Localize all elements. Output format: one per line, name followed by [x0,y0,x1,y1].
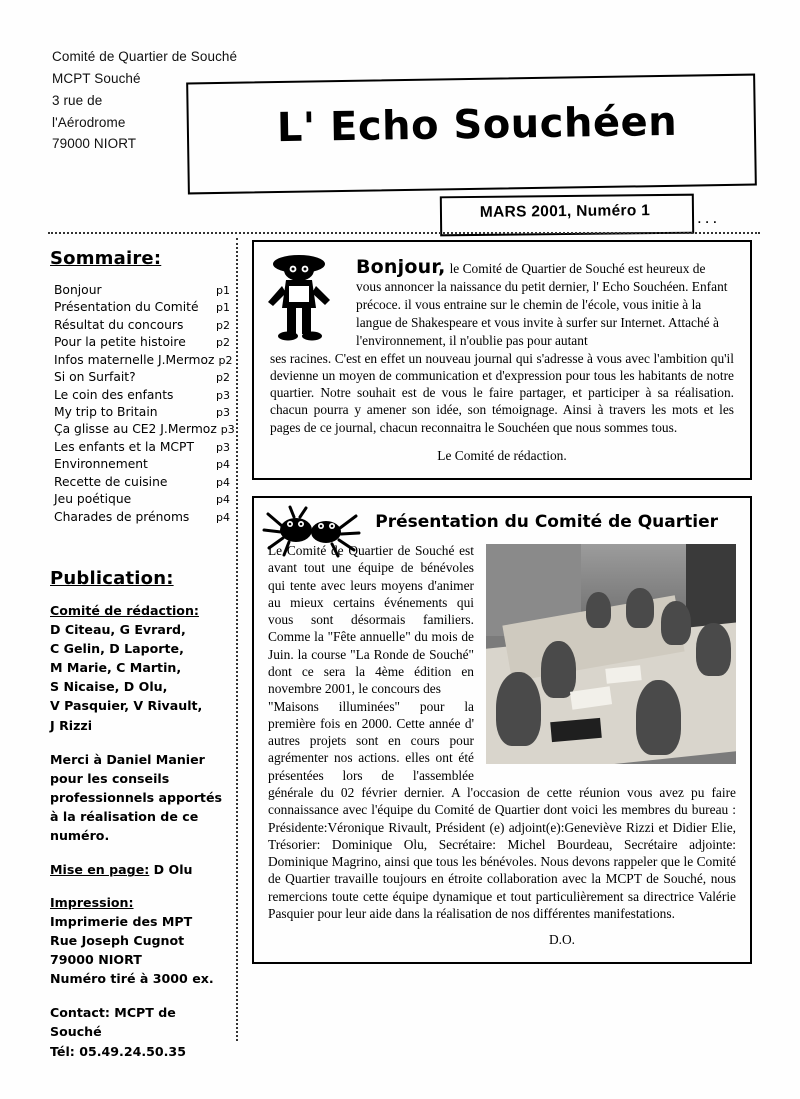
thanks-note: Merci à Daniel Manier pour les conseils professionnels apportés à la réalisation de ce numéro. [50,751,222,844]
issue-label: MARS 2001, Numéro 1 [479,202,651,221]
toc-label: Les enfants et la MCPT [54,439,194,454]
article-body-full: "Maisons illuminées" pour la première fois en 2000. Cette année d' autres projets sont en cours pour agrémenter nos actions. elles ont été présentées lors de l'assemblée générale du 02 février dernier. A l'occasion de cette réunion vous avez pu faire connaissance avec l'équipe du Comité de Quartier dont voici les membres du bureau : Présidente:Véronique Rivault, Président (e) adjoint(e):Geneviève Rizzi et Didier Elie, Trésorier: Dominique Olu, Secrétaire: Michel Bourdeau, Secrétaire adjointe: Dominique Magrino, ainsi que tous les bénévoles. Nous devons rappeler que le Comité de Quartier travaille toujours en étroite collaboration avec la MCPT de Souché, nous remercions toute cette équipe dynamique et tout particulièrement sa directrice Valérie Pasquier pour leur aide dans la réalisation de nos différentes manifestations. [268,698,736,921]
list-item[interactable] [50,368,230,385]
list-item[interactable] [50,491,230,508]
toc-label: Recette de cuisine [54,474,168,489]
layout-value: D Olu [149,862,193,878]
contact-line: Contact: MCPT de Souché [50,1005,176,1040]
toc-label: Ça glisse au CE2 J.Mermoz [54,422,217,437]
printing-line: 79000 NIORT [50,952,142,968]
toc-label: Bonjour [54,282,102,297]
layout-credit [50,860,230,879]
toc-page: p2 [216,336,230,350]
sidebar [50,248,235,1076]
toc-label: Si on Surfait? [54,370,136,385]
publication-heading: Publication: [50,567,174,589]
editorial-member-line: M Marie, C Martin, [50,660,182,676]
list-item[interactable] [50,333,230,350]
toc-page: p1 [216,283,230,297]
greeting-heading: Bonjour, [356,256,446,278]
toc-page: p3 [216,388,230,402]
toc-label: Infos maternelle J.Mermoz [54,352,215,367]
section-title: Présentation du Comité de Quartier [375,512,718,532]
toc-label: Résultat du concours [54,317,184,332]
summary-heading: Sommaire: [50,248,162,269]
toc-page: p2 [216,318,230,332]
toc-page: p4 [216,493,230,507]
editorial-board [50,601,230,735]
toc-label: Le coin des enfants [54,387,174,402]
article-bonjour [252,240,752,480]
toc-page: p2 [218,353,233,367]
article-signature: Le Comité de rédaction. [437,447,567,463]
column-divider [236,238,238,1041]
printing-credit [50,893,230,989]
list-item[interactable] [50,351,233,368]
editorial-member-line: C Gelin, D Laporte, [50,641,184,657]
printing-line: Numéro tiré à 3000 ex. [50,971,214,987]
spider-icon [260,500,365,558]
printing-line: Imprimerie des MPT [50,913,193,929]
main-content [252,240,752,964]
toc-label: My trip to Britain [54,404,158,419]
toc-label: Charades de prénoms [54,509,190,524]
decorative-dots: ... [697,208,721,227]
article-lead: le Comité de Quartier de Souché est heureux de vous annoncer la naissance du petit dernier, l' Echo Souchéen. Enfant précoce. il vous entraine sur le chemin de l'école, vous initie à la langue de Shakespeare et vous invite à surfer sur Internet. Attaché à l'environnement, il n'oublie pas pour autant [356,261,728,348]
list-item[interactable] [50,421,235,438]
article-signature: D.O. [548,932,576,948]
page-title: L' Echo Souchéen [276,98,678,152]
meeting-photo [486,544,736,764]
list-item[interactable] [50,298,230,315]
address-line: 3 rue de [52,92,103,108]
address-line: 79000 NIORT [52,136,137,152]
printing-line: Rue Joseph Cugnot [50,932,185,948]
header-divider [48,232,760,234]
toc-page: p3 [216,405,230,419]
toc-page: p1 [216,301,230,315]
toc-label: Pour la petite histoire [54,335,186,350]
list-item[interactable] [50,316,230,333]
editorial-member-line: D Citeau, G Evrard, [50,621,186,637]
address-line: l'Aérodrome [52,114,126,130]
toc-page: p3 [220,423,235,437]
editorial-member-line: V Pasquier, V Rivault, [50,698,203,714]
phone-line: Tél: 05.49.24.50.35 [50,1043,186,1059]
list-item[interactable] [50,386,230,403]
publication-section [50,568,230,1061]
list-item[interactable] [50,403,230,420]
address-line: MCPT Souché [52,70,141,86]
layout-label: Mise en page: [50,862,150,878]
list-item[interactable] [50,456,230,473]
mascot-character-icon [262,246,336,342]
toc-page: p3 [216,440,230,454]
toc-page: p2 [216,371,230,385]
masthead [52,40,760,227]
address-line: Comité de Quartier de Souché [52,49,238,64]
article-presentation [252,496,752,964]
toc-page: p4 [216,475,230,489]
editorial-label: Comité de rédaction: [50,602,199,618]
toc-page: p4 [216,510,230,524]
contact-block [50,1003,230,1060]
toc-label: Environnement [54,457,148,472]
article-body: ses racines. C'est en effet un nouveau journal qui s'adresse à vous avec l'ambition qu'il devienne un moyen de communication et d'expression pour tous les habitants de notre quartier. Notre souhait est de vous le faire partager, et participer à sa réalisation. chacun pourra y amener son idée, son témoignage. Ainsi à travers les mots et les pages de ce journal, chacun reconnaitra le Souchéen que nous sommes tous. [270,351,734,435]
table-of-contents [50,281,235,526]
toc-page: p4 [216,458,230,472]
article-body-left: Le Comité de Quartier de Souché est avant tout une équipe de bénévoles qui tente avec leurs moyens d'animer au mieux certains événements qui vous sont désormais familiers. Comme la "Fête annuelle" du mois de Juin. la course "La Ronde de Souché" dont ce sera la 4ème édition en novembre 2001, le concours des [268,543,474,697]
list-item[interactable] [50,438,230,455]
toc-label: Présentation du Comité [54,300,199,315]
editorial-member-line: J Rizzi [50,717,93,733]
list-item[interactable] [50,473,230,490]
printing-label: Impression: [50,894,134,910]
list-item[interactable] [50,508,230,525]
toc-label: Jeu poétique [54,492,132,507]
list-item[interactable] [50,281,230,298]
editorial-member-line: S Nicaise, D Olu, [50,679,168,695]
